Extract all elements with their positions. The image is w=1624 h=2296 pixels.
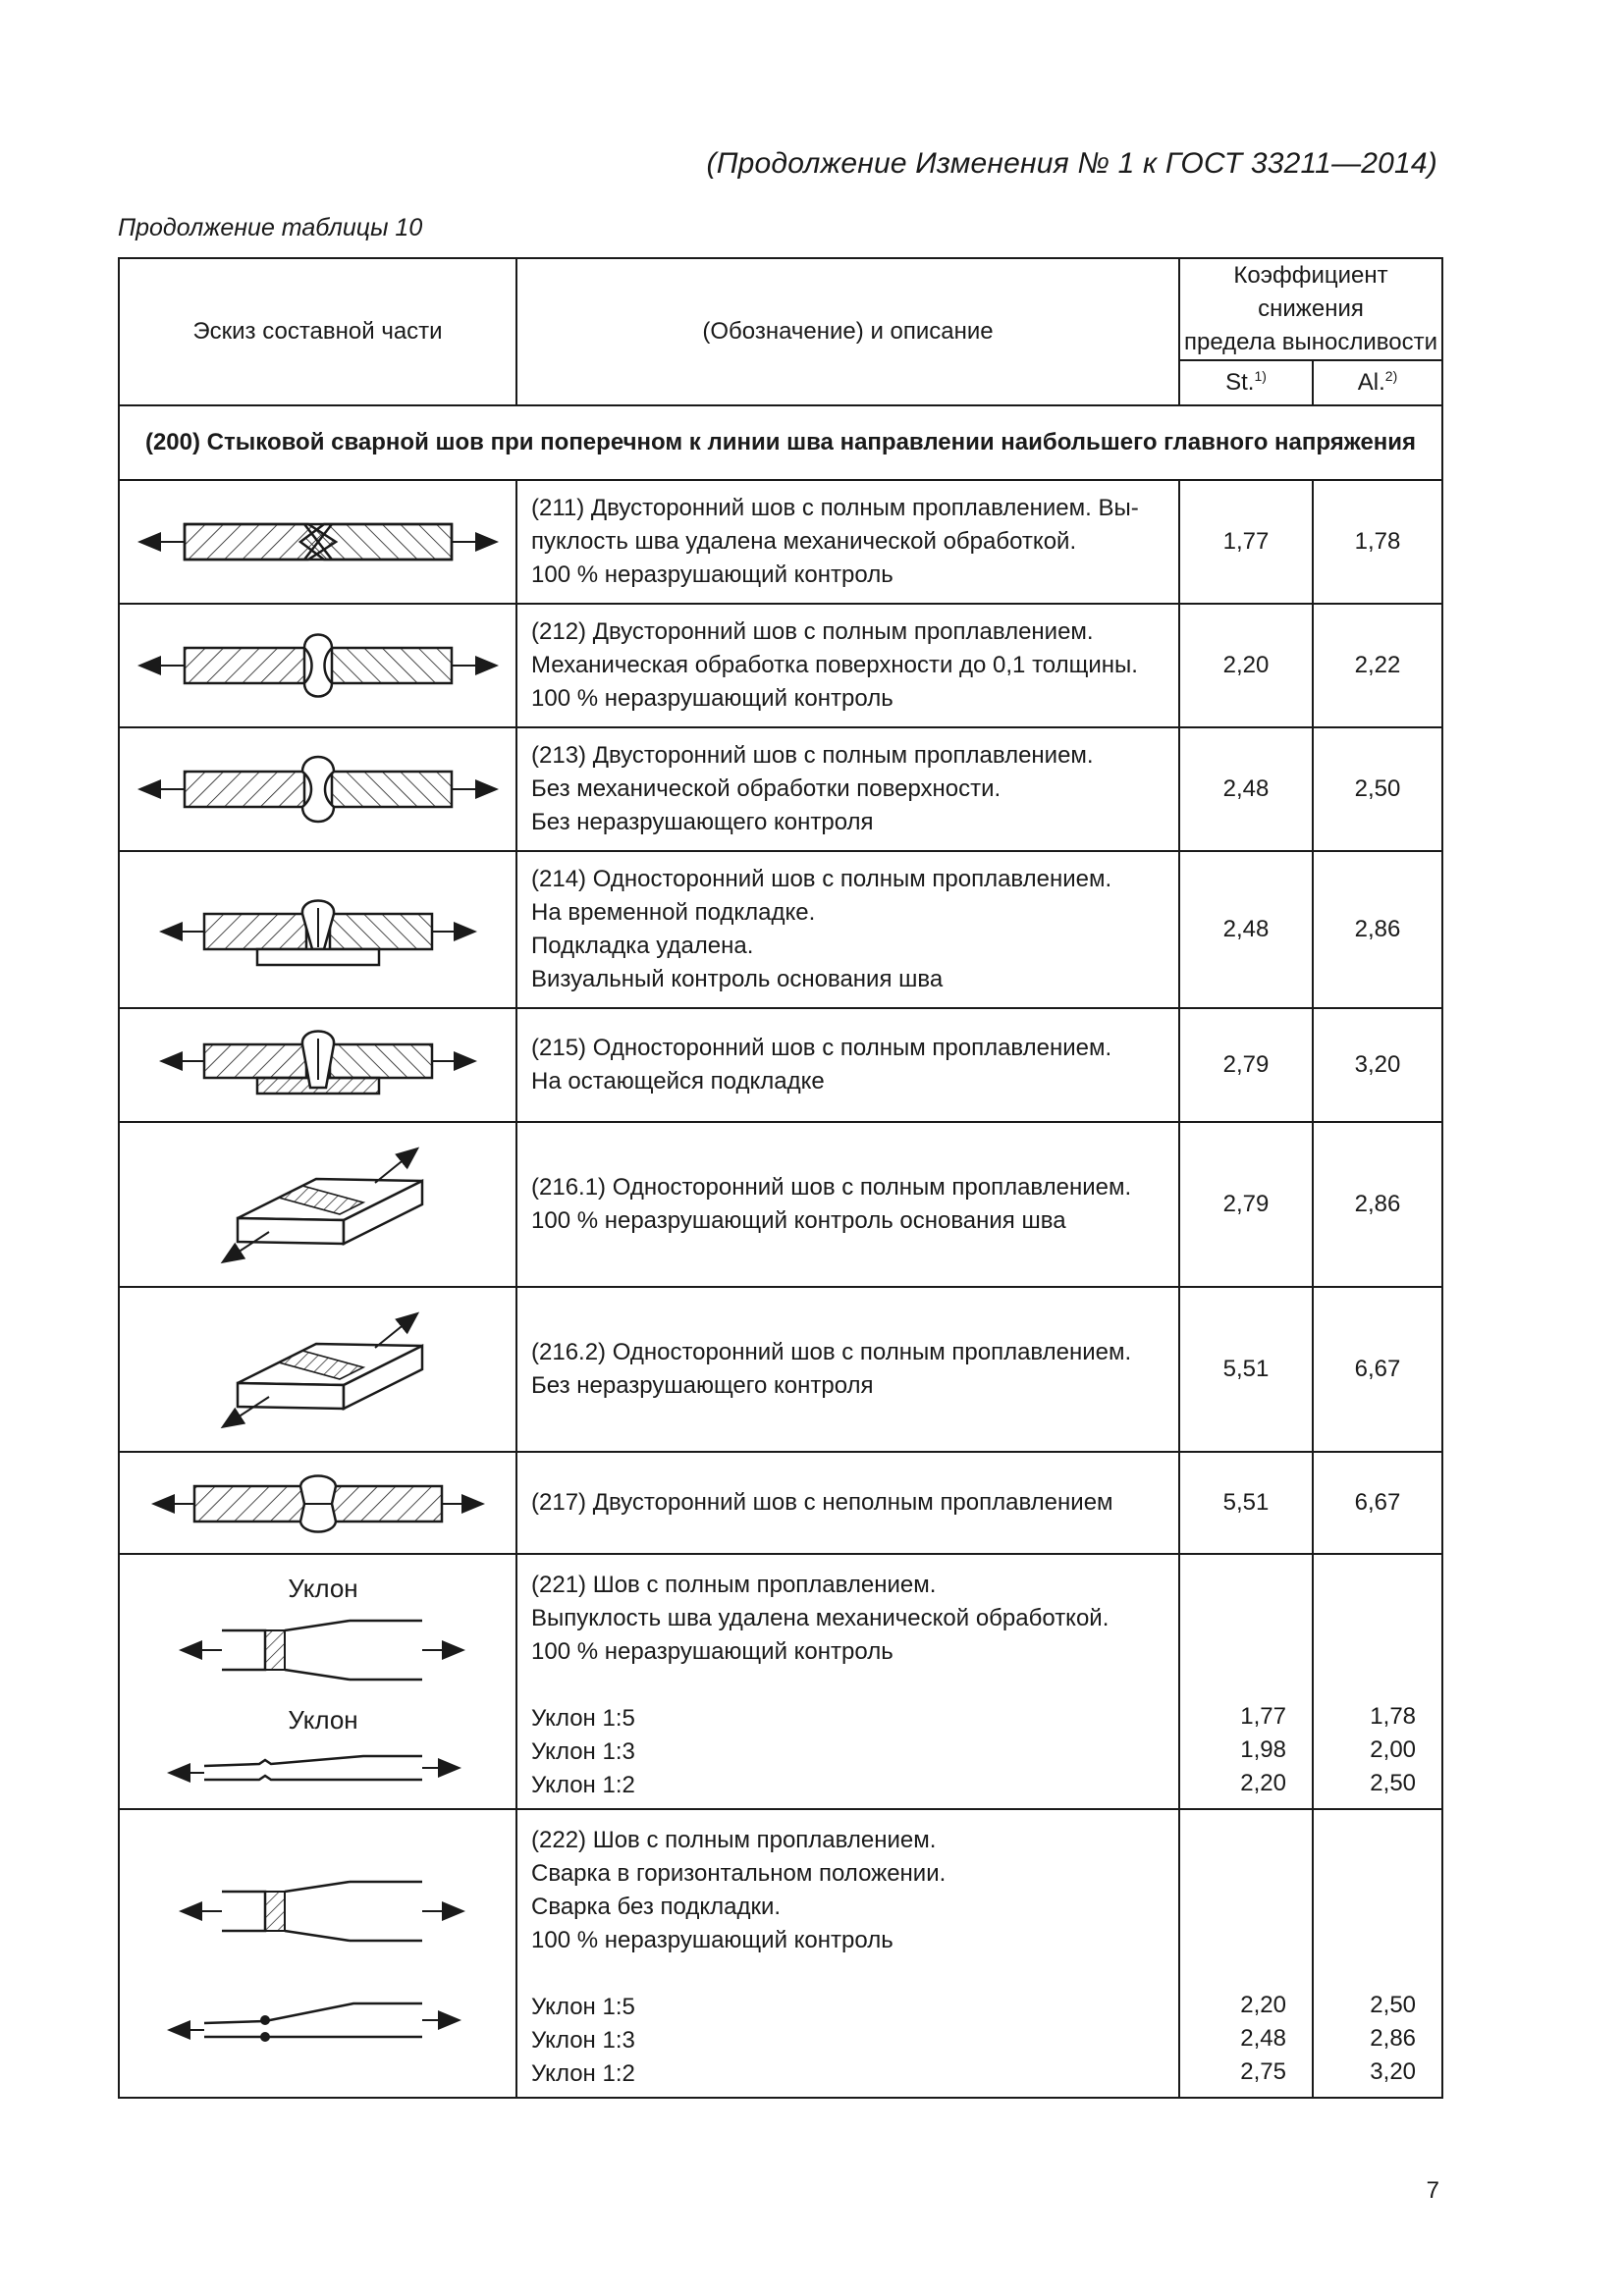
- weld-216-2-sketch: [122, 1289, 514, 1450]
- al-value: 6,67: [1313, 1452, 1442, 1554]
- st-value: 1,77: [1179, 480, 1313, 604]
- st-value: 2,20: [1240, 1992, 1286, 2018]
- desc-line: (221) Шов с полным проплавлением.: [531, 1572, 937, 1598]
- desc-line: Без неразрушающего контроля: [531, 1372, 874, 1399]
- slope-line: Уклон 1:5: [531, 1994, 635, 2020]
- al-value: 2,50: [1370, 1992, 1417, 2018]
- st-value: 1,98: [1240, 1736, 1286, 1763]
- weld-216-1-sketch: [122, 1124, 514, 1285]
- al-value: 2,00: [1370, 1736, 1417, 1763]
- weld-212-sketch: [122, 605, 514, 726]
- col-sketch-header: Эскиз составной части: [119, 258, 516, 405]
- sketch-213: [119, 727, 516, 851]
- coef-line-1: Коэффициент снижения: [1233, 262, 1388, 322]
- st-values-221: [1179, 1554, 1313, 1809]
- table-row: [119, 604, 1442, 727]
- desc-line: 100 % неразрушающий контроль: [531, 685, 893, 712]
- desc-216-2: [516, 1287, 1179, 1452]
- desc-line: Сварка без подкладки.: [531, 1894, 782, 1920]
- desc-line: (215) Односторонний шов с полным проплавлением.: [531, 1035, 1112, 1061]
- st-value: 2,48: [1240, 2025, 1286, 2052]
- desc-line: (211) Двусторонний шов с полным проплавлением. Вы-: [531, 495, 1139, 521]
- desc-line: (216.1) Односторонний шов с полным проплавлением.: [531, 1174, 1132, 1201]
- col-coef-header: [1179, 258, 1442, 360]
- sketch-217: [119, 1452, 516, 1554]
- slope-line: Уклон 1:3: [531, 1738, 635, 1765]
- al-value: 6,67: [1313, 1287, 1442, 1452]
- col-al-header: [1313, 360, 1442, 405]
- desc-216-1: [516, 1122, 1179, 1287]
- weld-221-sketch: [122, 1556, 514, 1807]
- weld-214-sketch: [122, 853, 514, 1006]
- desc-line: Визуальный контроль основания шва: [531, 966, 944, 992]
- table-row: [119, 1287, 1442, 1452]
- coef-line-2: предела выносливости: [1184, 329, 1437, 355]
- weld-211-sketch: [122, 481, 514, 603]
- al-value: 2,50: [1370, 1770, 1417, 1796]
- desc-line: Без неразрушающего контроля: [531, 809, 874, 835]
- table-row: [119, 1122, 1442, 1287]
- weld-215-sketch: [122, 1009, 514, 1121]
- slope-line: Уклон 1:2: [531, 2060, 635, 2087]
- st-value: 2,48: [1179, 727, 1313, 851]
- weld-217-sketch: [122, 1453, 514, 1553]
- desc-212: [516, 604, 1179, 727]
- st-label: St.: [1225, 369, 1255, 396]
- sketch-215: [119, 1008, 516, 1122]
- table-row: [119, 727, 1442, 851]
- desc-line: (216.2) Односторонний шов с полным проплавлением.: [531, 1339, 1132, 1365]
- slope-line: Уклон 1:5: [531, 1705, 635, 1732]
- desc-221: [516, 1554, 1179, 1809]
- col-desc-header: (Обозначение) и описание: [516, 258, 1179, 405]
- sketch-211: [119, 480, 516, 604]
- desc-line: Подкладка удалена.: [531, 933, 754, 959]
- sketch-212: [119, 604, 516, 727]
- table-caption: Продолжение таблицы 10: [118, 214, 423, 241]
- st-value: 2,75: [1240, 2058, 1286, 2085]
- col-st-header: [1179, 360, 1313, 405]
- al-label: Al.: [1357, 369, 1385, 396]
- desc-line: 100 % неразрушающий контроль: [531, 561, 893, 588]
- desc-line: 100 % неразрушающий контроль основания шва: [531, 1207, 1066, 1234]
- sketch-222: [119, 1809, 516, 2098]
- sketch-221: [119, 1554, 516, 1809]
- weld-222-sketch: [122, 1811, 514, 2096]
- desc-214: [516, 851, 1179, 1008]
- desc-line: Сварка в горизонтальном положении.: [531, 1860, 947, 1887]
- sketch-216-1: [119, 1122, 516, 1287]
- desc-line: Механическая обработка поверхности до 0,1 толщины.: [531, 652, 1138, 678]
- st-value: 2,20: [1240, 1770, 1286, 1796]
- desc-line: (213) Двусторонний шов с полным проплавлением.: [531, 742, 1094, 769]
- desc-213: [516, 727, 1179, 851]
- desc-line: На остающейся подкладке: [531, 1068, 825, 1095]
- table-row: [119, 1554, 1442, 1809]
- desc-215: [516, 1008, 1179, 1122]
- slope-label-2: Уклон: [287, 1705, 358, 1735]
- al-footnote: 2): [1384, 368, 1398, 384]
- sketch-216-2: [119, 1287, 516, 1452]
- desc-211: [516, 480, 1179, 604]
- al-value: 1,78: [1370, 1703, 1417, 1730]
- al-value: 3,20: [1313, 1008, 1442, 1122]
- sketch-214: [119, 851, 516, 1008]
- desc-222: [516, 1809, 1179, 2098]
- slope-label-1: Уклон: [287, 1574, 358, 1603]
- section-row: [119, 405, 1442, 480]
- desc-line: (214) Односторонний шов с полным проплавлением.: [531, 866, 1112, 892]
- st-values-222: [1179, 1809, 1313, 2098]
- st-value: 5,51: [1179, 1452, 1313, 1554]
- slope-line: Уклон 1:2: [531, 1772, 635, 1798]
- al-values-222: [1313, 1809, 1442, 2098]
- st-value: 5,51: [1179, 1287, 1313, 1452]
- desc-line: Выпуклость шва удалена механической обработкой.: [531, 1605, 1110, 1631]
- al-value: 2,50: [1313, 727, 1442, 851]
- al-value: 2,22: [1313, 604, 1442, 727]
- st-footnote: 1): [1254, 368, 1267, 384]
- desc-line: пуклость шва удалена механической обработкой.: [531, 528, 1077, 555]
- desc-line: 100 % неразрушающий контроль: [531, 1638, 893, 1665]
- st-value: 2,79: [1179, 1008, 1313, 1122]
- st-value: 1,77: [1240, 1703, 1286, 1730]
- desc-line: Без механической обработки поверхности.: [531, 775, 1001, 802]
- running-header: (Продолжение Изменения № 1 к ГОСТ 33211—2014): [706, 147, 1437, 180]
- al-value: 1,78: [1313, 480, 1442, 604]
- slope-line: Уклон 1:3: [531, 2027, 635, 2054]
- weld-table: [118, 257, 1443, 2099]
- desc-line: (217) Двусторонний шов с неполным проплавлением: [531, 1489, 1113, 1516]
- desc-line: (212) Двусторонний шов с полным проплавлением.: [531, 618, 1094, 645]
- table-row: [119, 1452, 1442, 1554]
- table-row: [119, 480, 1442, 604]
- header-row: [119, 258, 1442, 360]
- desc-line: 100 % неразрушающий контроль: [531, 1927, 893, 1953]
- al-values-221: [1313, 1554, 1442, 1809]
- table-row: [119, 1809, 1442, 2098]
- weld-213-sketch: [122, 728, 514, 850]
- al-value: 3,20: [1370, 2058, 1417, 2085]
- st-value: 2,79: [1179, 1122, 1313, 1287]
- page-number: 7: [1426, 2177, 1439, 2204]
- table-row: [119, 1008, 1442, 1122]
- st-value: 2,20: [1179, 604, 1313, 727]
- table-row: [119, 851, 1442, 1008]
- al-value: 2,86: [1313, 851, 1442, 1008]
- desc-line: (222) Шов с полным проплавлением.: [531, 1827, 937, 1853]
- st-value: 2,48: [1179, 851, 1313, 1008]
- section-title: (200) Стыковой сварной шов при поперечном к линии шва направлении наибольшего главного напряжения: [119, 405, 1442, 480]
- al-value: 2,86: [1370, 2025, 1417, 2052]
- desc-line: На временной подкладке.: [531, 899, 816, 926]
- al-value: 2,86: [1313, 1122, 1442, 1287]
- desc-217: [516, 1452, 1179, 1554]
